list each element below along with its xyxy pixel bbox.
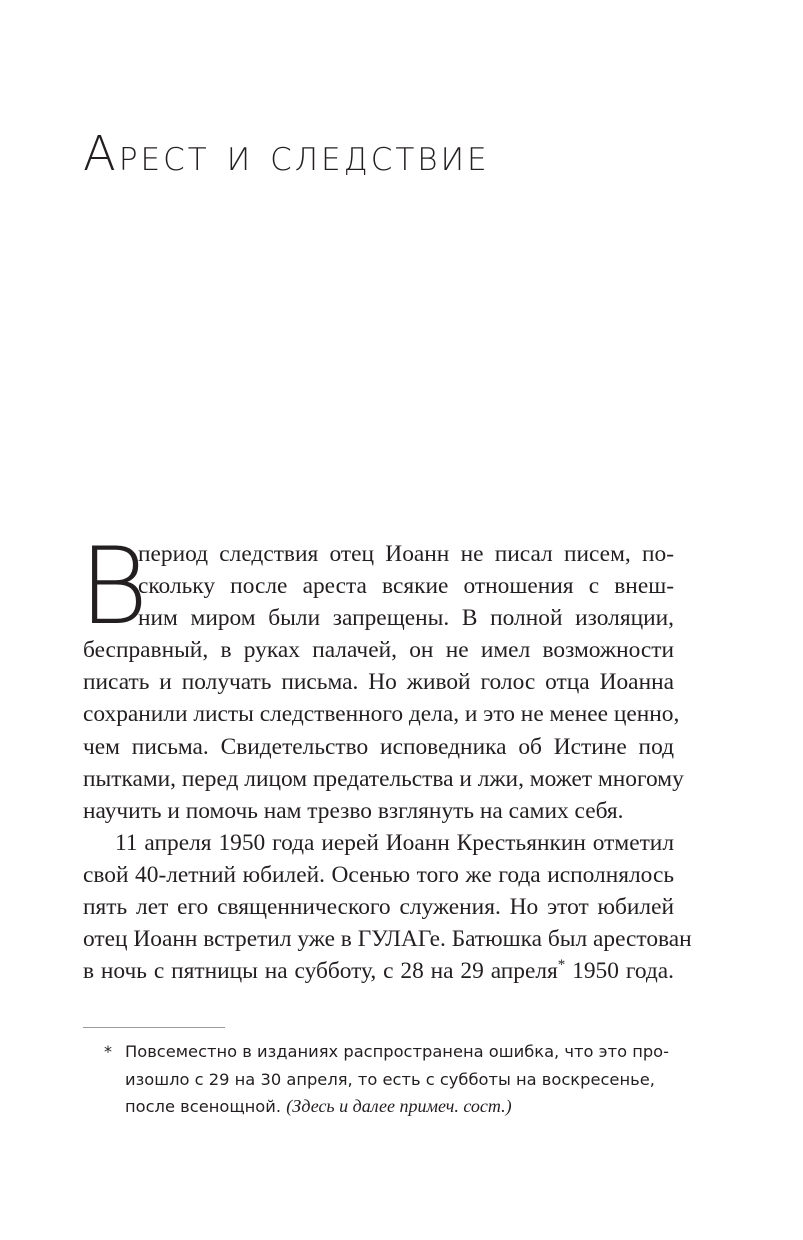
footnote-line bbox=[125, 1093, 652, 1121]
text-segment: 1950 года. bbox=[565, 958, 674, 985]
text-line-with-footnote bbox=[83, 955, 674, 987]
paragraph-2 bbox=[83, 827, 692, 987]
drop-cap: В bbox=[79, 525, 149, 648]
footnote-text: после всенощной. bbox=[125, 1097, 282, 1117]
text-line: период следствия отец Иоанн не писал писем, по- bbox=[138, 541, 674, 567]
text-line: бесправный, в руках палачей, он не имел возможности bbox=[83, 637, 674, 664]
footnote-line: изошло с 29 на 30 апреля, то есть с субботы на воскресенье, bbox=[125, 1069, 655, 1089]
text-line: пять лет его священнического служения. Но этот юбилей bbox=[83, 894, 674, 921]
paragraph-1 bbox=[83, 538, 684, 827]
text-line: 11 апреля 1950 года иерей Иоанн Крестьянкин отметил bbox=[115, 829, 674, 856]
editor-note: (Здесь и далее примеч. сост.) bbox=[286, 1096, 512, 1117]
text-line: пытками, перед лицом предательства и лжи, может многому bbox=[83, 765, 684, 792]
footnote-mark: * bbox=[104, 1042, 112, 1061]
text-line: сохранили листы следственного дела, и это не менее ценно, bbox=[83, 701, 680, 728]
text-line: научить и помочь нам трезво взглянуть на самих себя. bbox=[83, 797, 624, 824]
text-segment: в ночь с пятницы на субботу, с 28 на 29 апреля bbox=[83, 958, 558, 985]
footnote-line: Повсеместно в изданиях распространена ошибка, что это про- bbox=[125, 1042, 670, 1061]
text-line: отец Иоанн встретил уже в ГУЛАГе. Батюшка был арестован bbox=[83, 926, 692, 953]
text-line: свой 40-летний юбилей. Осенью того же года исполнялось bbox=[83, 861, 674, 888]
text-line: скольку после ареста всякие отношения с внеш- bbox=[138, 573, 674, 600]
text-line: писать и получать письма. Но живой голос отца Иоанна bbox=[83, 669, 674, 696]
footnote bbox=[104, 1038, 670, 1121]
body-text bbox=[79, 525, 692, 987]
text-line: чем письма. Свидетельство исповедника об Истине под bbox=[83, 733, 674, 760]
chapter-title-initial: А bbox=[83, 126, 119, 182]
footnote-reference[interactable]: * bbox=[557, 957, 566, 974]
footnote-body bbox=[125, 1038, 670, 1121]
chapter-title bbox=[83, 126, 490, 182]
text-line: ним миром были запрещены. В полной изоляции, bbox=[138, 605, 674, 632]
footnote-divider bbox=[83, 1027, 225, 1028]
chapter-title-rest: рест и следствие bbox=[118, 130, 490, 181]
